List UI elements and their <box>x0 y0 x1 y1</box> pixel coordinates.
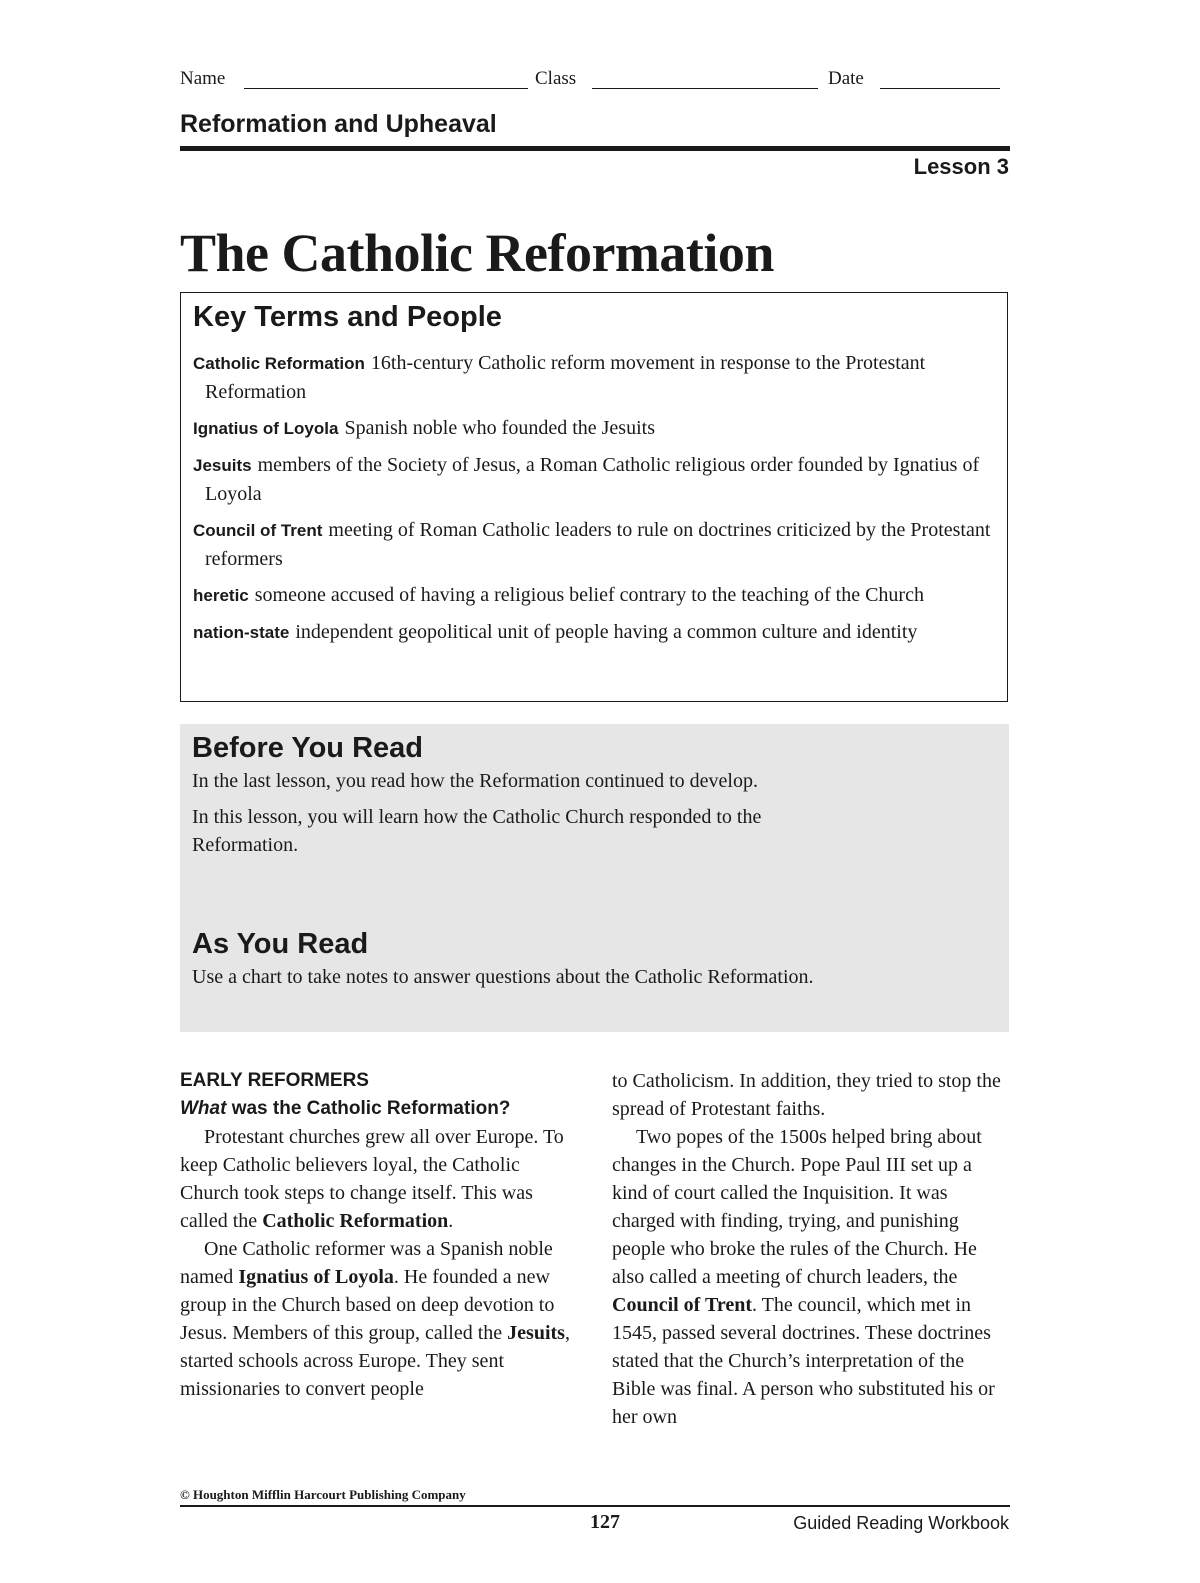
text-column-right <box>612 1067 1012 1431</box>
name-field[interactable] <box>244 88 528 89</box>
before-you-read-section <box>192 732 872 867</box>
body-text: . The council, which met in 1545, passed several doctrines. These doctrines stated that the Church’s interpretation of the Bible was final. A person who substituted his or her own <box>612 1294 995 1428</box>
body-text: One Catholic reformer was a Spanish noble named <box>180 1238 553 1288</box>
before-you-read-text: In this lesson, you will learn how the Catholic Church responded to the Reformation. <box>192 806 762 856</box>
before-you-read-heading: Before You Read <box>192 732 423 764</box>
text-column-left <box>180 1067 580 1403</box>
key-terms-heading: Key Terms and People <box>193 301 502 333</box>
term-definition: 16th-century Catholic reform movement in response to the Protestant Reformation <box>205 352 926 403</box>
header-divider <box>180 146 1010 151</box>
body-paragraph <box>180 1235 580 1403</box>
question-lead: What <box>180 1098 227 1119</box>
date-field[interactable] <box>880 88 1000 89</box>
body-paragraph <box>180 1123 580 1235</box>
term-name: heretic <box>193 586 249 605</box>
term-definition: meeting of Roman Catholic leaders to rule on doctrines criticized by the Protestant reformers <box>205 519 991 570</box>
key-term-item <box>193 516 993 573</box>
page-title: The Catholic Reformation <box>180 223 774 283</box>
page-number: 127 <box>590 1511 620 1533</box>
workbook-title: Guided Reading Workbook <box>793 1513 1009 1533</box>
as-you-read-heading: As You Read <box>192 928 369 960</box>
body-paragraph <box>612 1123 1012 1431</box>
reading-guide-box <box>180 724 1009 1032</box>
term-definition: someone accused of having a religious belief contrary to the teaching of the Church <box>254 584 924 606</box>
as-you-read-section <box>192 928 872 999</box>
before-you-read-text: In the last lesson, you read how the Reformation continued to develop. <box>192 770 758 792</box>
key-term-highlight: Jesuits <box>507 1322 565 1344</box>
unit-title: Reformation and Upheaval <box>180 110 497 138</box>
key-term-highlight: Catholic Reformation <box>262 1210 449 1232</box>
term-name: Catholic Reformation <box>193 354 365 373</box>
key-term-item <box>193 451 993 508</box>
key-terms-list <box>193 349 993 655</box>
term-name: Council of Trent <box>193 521 323 540</box>
question-rest: was the Catholic Reformation? <box>226 1098 511 1119</box>
body-text: Protestant churches grew all over Europe. To keep Catholic believers loyal, the Catholic Church took steps to change itself. This was called the <box>180 1126 564 1232</box>
key-term-item <box>193 414 993 443</box>
as-you-read-text: Use a chart to take notes to answer questions about the Catholic Reformation. <box>192 966 814 988</box>
lesson-label: Lesson 3 <box>913 154 1009 179</box>
body-text: , started schools across Europe. They sent missionaries to convert people <box>180 1322 570 1400</box>
section-question <box>180 1095 580 1123</box>
term-definition: members of the Society of Jesus, a Roman Catholic religious order founded by Ignatius of Loyola <box>205 454 980 505</box>
body-text: Two popes of the 1500s helped bring about changes in the Church. Pope Paul III set up a kind of court called the Inquisition. It was charged with finding, trying, and punishing people who broke the rules of the Church. He also called a meeting of church leaders, the <box>612 1126 982 1288</box>
copyright-notice: © Houghton Mifflin Harcourt Publishing Company <box>180 1487 466 1502</box>
term-name: Ignatius of Loyola <box>193 419 339 438</box>
section-heading: EARLY REFORMERS <box>180 1070 369 1091</box>
key-term-item <box>193 581 993 610</box>
key-term-item <box>193 618 993 647</box>
body-paragraph: to Catholicism. In addition, they tried to stop the spread of Protestant faiths. <box>612 1070 1001 1120</box>
body-text: . <box>448 1210 454 1232</box>
term-name: nation-state <box>193 623 290 642</box>
date-label: Date <box>828 68 864 89</box>
key-terms-box <box>180 292 1008 702</box>
class-label: Class <box>535 68 577 89</box>
name-label: Name <box>180 68 226 89</box>
body-text: . He founded a new group in the Church based on deep devotion to Jesus. Members of this group, called the <box>180 1266 555 1344</box>
term-definition: independent geopolitical unit of people having a common culture and identity <box>295 621 918 643</box>
key-term-highlight: Ignatius of Loyola <box>238 1266 394 1288</box>
class-field[interactable] <box>592 88 818 89</box>
term-name: Jesuits <box>193 456 252 475</box>
key-term-item <box>193 349 993 406</box>
term-definition: Spanish noble who founded the Jesuits <box>344 417 655 439</box>
key-term-highlight: Council of Trent <box>612 1294 753 1316</box>
footer-divider <box>180 1505 1010 1507</box>
